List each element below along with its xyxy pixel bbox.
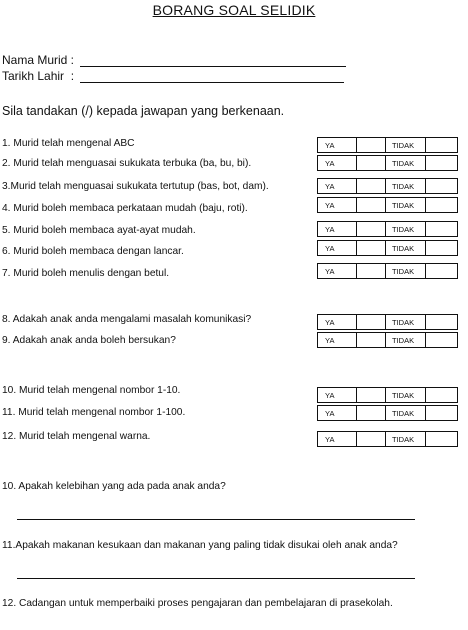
question-1: 1. Murid telah mengenal ABC (2, 138, 135, 149)
answer-box-3[interactable] (317, 178, 458, 194)
yes-label: YA (318, 264, 357, 278)
question-12: 12. Murid telah mengenal warna. (2, 431, 151, 442)
yes-checkbox[interactable] (357, 315, 386, 329)
answer-line-1[interactable] (17, 519, 415, 520)
name-label: Nama Murid : (2, 53, 75, 67)
no-label: TIDAK (386, 241, 426, 255)
no-label: TIDAK (386, 179, 426, 193)
question-8: 8. Adakah anak anda mengalami masalah komunikasi? (2, 314, 252, 325)
no-checkbox[interactable] (426, 222, 457, 236)
name-input-line[interactable] (80, 54, 346, 67)
question-11: 11. Murid telah mengenal nombor 1-100. (2, 407, 186, 418)
yes-checkbox[interactable] (357, 388, 386, 402)
no-checkbox[interactable] (426, 198, 457, 212)
question-10: 10. Murid telah mengenal nombor 1-10. (2, 385, 181, 396)
instruction-text: Sila tandakan (/) kepada jawapan yang berkenaan. (2, 104, 285, 118)
answer-box-8[interactable] (317, 314, 458, 330)
yes-label: YA (318, 388, 357, 402)
answer-line-2[interactable] (17, 578, 415, 579)
yes-label: YA (318, 198, 357, 212)
birthdate-input-line[interactable] (80, 70, 344, 83)
yes-label: YA (318, 333, 357, 347)
no-checkbox[interactable] (426, 315, 457, 329)
yes-label: YA (318, 241, 357, 255)
open-question-2: 11.Apakah makanan kesukaan dan makanan yang paling tidak disukai oleh anak anda? (2, 540, 398, 551)
question-6: 6. Murid boleh membaca dengan lancar. (2, 246, 184, 257)
no-label: TIDAK (386, 138, 426, 152)
open-question-3: 12. Cadangan untuk memperbaiki proses pengajaran dan pembelajaran di prasekolah. (2, 598, 393, 609)
no-label: TIDAK (386, 432, 426, 446)
birthdate-field[interactable] (2, 69, 344, 83)
question-3: 3.Murid telah menguasai sukukata tertutup (bas, bot, dam). (2, 181, 269, 192)
no-label: TIDAK (386, 222, 426, 236)
no-checkbox[interactable] (426, 388, 457, 402)
yes-label: YA (318, 406, 357, 420)
yes-label: YA (318, 315, 357, 329)
question-4: 4. Murid boleh membaca perkataan mudah (baju, roti). (2, 203, 248, 214)
yes-checkbox[interactable] (357, 406, 386, 420)
answer-box-2[interactable] (317, 155, 458, 171)
question-9: 9. Adakah anak anda boleh bersukan? (2, 335, 176, 346)
answer-box-4[interactable] (317, 197, 458, 213)
no-checkbox[interactable] (426, 264, 457, 278)
no-checkbox[interactable] (426, 138, 457, 152)
yes-label: YA (318, 179, 357, 193)
no-label: TIDAK (386, 264, 426, 278)
no-label: TIDAK (386, 315, 426, 329)
no-label: TIDAK (386, 198, 426, 212)
name-field[interactable] (2, 53, 346, 67)
form-title: BORANG SOAL SELIDIK (152, 2, 316, 18)
yes-checkbox[interactable] (357, 138, 386, 152)
birthdate-label: Tarikh Lahir : (2, 69, 75, 83)
yes-checkbox[interactable] (357, 241, 386, 255)
no-label: TIDAK (386, 388, 426, 402)
yes-checkbox[interactable] (357, 198, 386, 212)
answer-box-7[interactable] (317, 263, 458, 279)
no-checkbox[interactable] (426, 241, 457, 255)
open-question-1: 10. Apakah kelebihan yang ada pada anak anda? (2, 481, 226, 492)
no-checkbox[interactable] (426, 406, 457, 420)
no-checkbox[interactable] (426, 179, 457, 193)
yes-checkbox[interactable] (357, 222, 386, 236)
no-checkbox[interactable] (426, 156, 457, 170)
no-checkbox[interactable] (426, 432, 457, 446)
yes-checkbox[interactable] (357, 179, 386, 193)
answer-box-12[interactable] (317, 431, 458, 447)
question-2: 2. Murid telah menguasai sukukata terbuka (ba, bu, bi). (2, 158, 252, 169)
question-5: 5. Murid boleh membaca ayat-ayat mudah. (2, 225, 196, 236)
yes-checkbox[interactable] (357, 264, 386, 278)
no-checkbox[interactable] (426, 333, 457, 347)
no-label: TIDAK (386, 333, 426, 347)
yes-label: YA (318, 432, 357, 446)
answer-box-1[interactable] (317, 137, 458, 153)
no-label: TIDAK (386, 406, 426, 420)
question-7: 7. Murid boleh menulis dengan betul. (2, 268, 170, 279)
yes-label: YA (318, 222, 357, 236)
answer-box-5[interactable] (317, 221, 458, 237)
yes-label: YA (318, 138, 357, 152)
answer-box-9[interactable] (317, 332, 458, 348)
yes-checkbox[interactable] (357, 432, 386, 446)
no-label: TIDAK (386, 156, 426, 170)
answer-box-11[interactable] (317, 405, 458, 421)
yes-label: YA (318, 156, 357, 170)
yes-checkbox[interactable] (357, 156, 386, 170)
yes-checkbox[interactable] (357, 333, 386, 347)
answer-box-6[interactable] (317, 240, 458, 256)
answer-box-10[interactable] (317, 387, 458, 403)
